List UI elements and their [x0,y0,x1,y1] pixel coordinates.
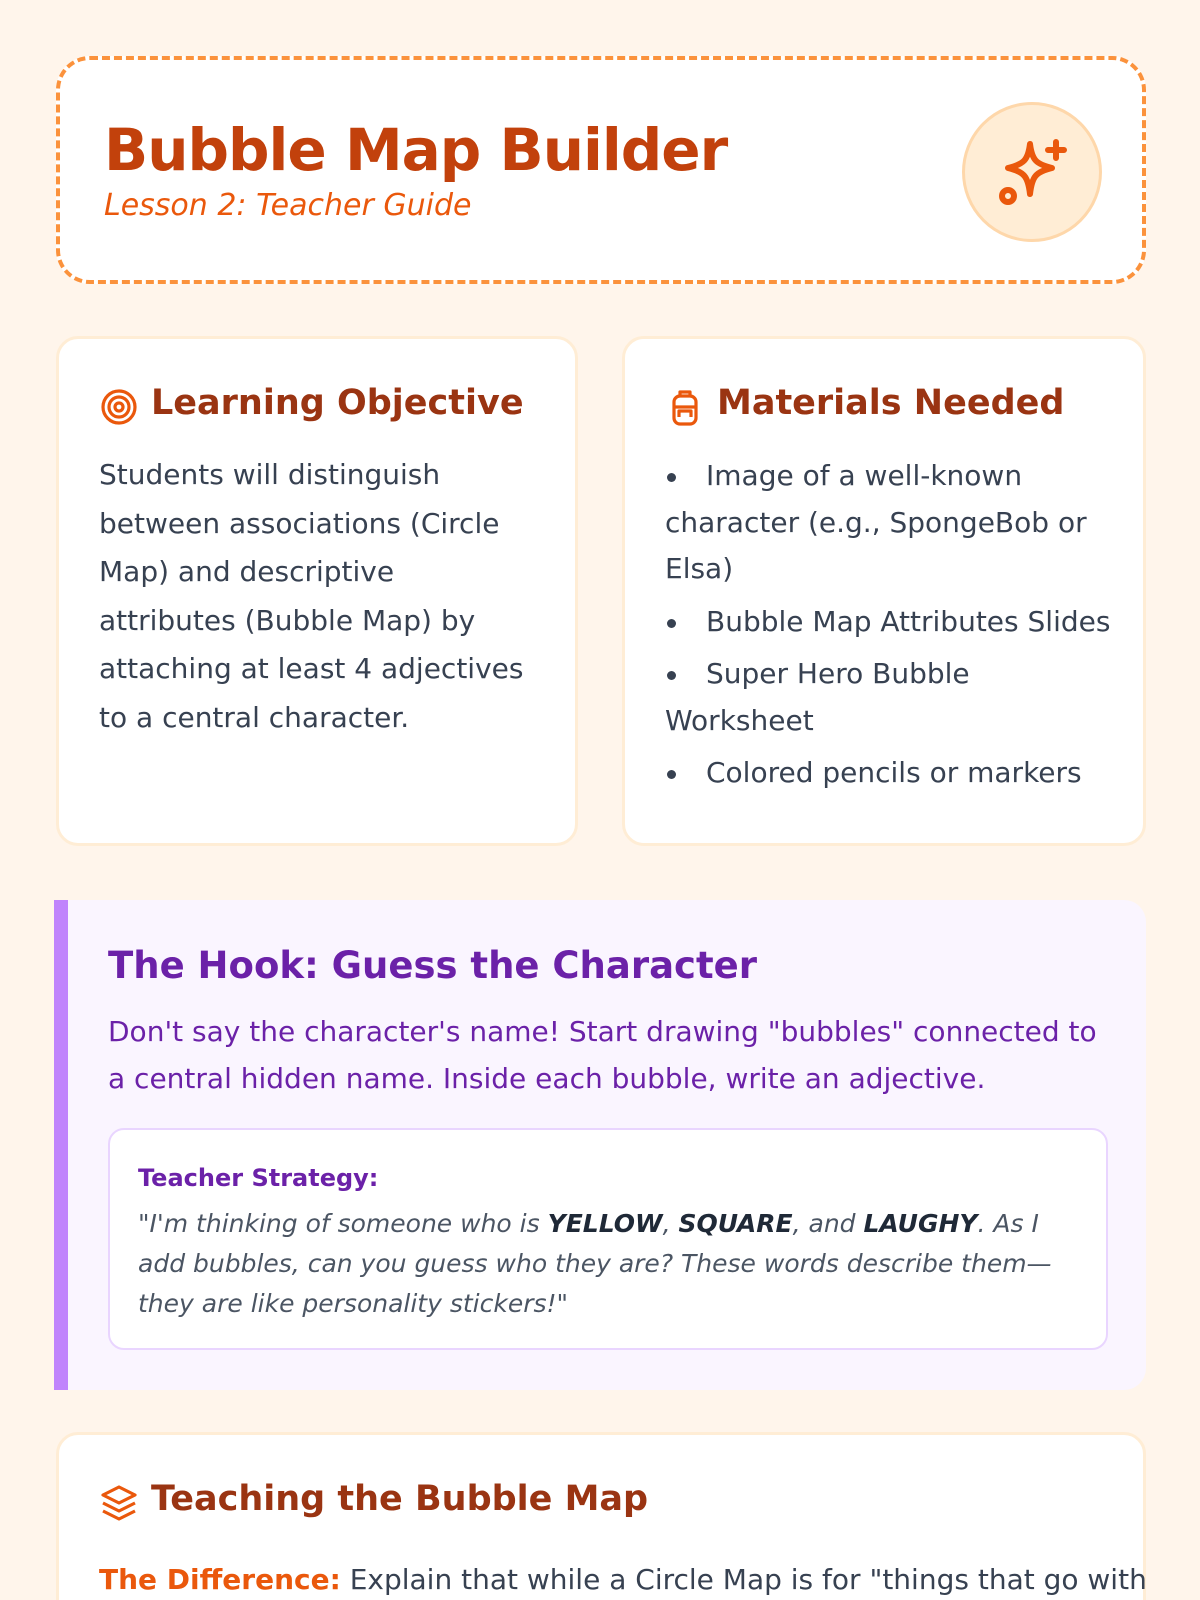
materials-card [622,336,1146,846]
objective-card [56,336,578,846]
difference-text: Explain that while a Circle Map is for "things that go with [340,1563,1147,1596]
hook-title: The Hook: Guess the Character [108,944,758,987]
sparkles-icon [992,132,1072,212]
quote-text: . As I add bubbles, can you guess who they are? These words describe them—they are like personality stickers!" [138,1209,1052,1318]
materials-list [665,453,1125,803]
hook-section [54,900,1146,1390]
quote-keyword: SQUARE [678,1209,793,1238]
materials-item: Image of a well-known character (e.g., SpongeBob or Elsa) [665,453,1125,593]
page-title: Bubble Map Builder [104,116,728,184]
teaching-text [99,1557,1147,1600]
quote-text: "I'm thinking of someone who is [138,1209,548,1238]
objective-title: Learning Objective [151,383,524,423]
strategy-quote [138,1204,1088,1324]
materials-item: Colored pencils or markers [665,750,1125,797]
teaching-title: Teaching the Bubble Map [151,1479,649,1519]
header-banner [56,56,1146,284]
teaching-card [56,1432,1146,1600]
backpack-icon [665,387,705,427]
teacher-strategy-box [108,1128,1108,1350]
quote-keyword: LAUGHY [863,1209,978,1238]
quote-text: , [662,1209,679,1238]
quote-keyword: YELLOW [547,1209,663,1238]
quote-text: , and [792,1209,864,1238]
objective-text: Students will distinguish between associations (Circle Map) and descriptive attributes (Bubble Map) by attaching at least 4 adjectives to a central character. [99,458,524,734]
strategy-label: Teacher Strategy: [138,1164,379,1192]
materials-item: Bubble Map Attributes Slides [665,599,1125,646]
materials-item: Super Hero Bubble Worksheet [665,651,1125,744]
target-icon [99,387,139,427]
header-badge [962,102,1102,242]
page-subtitle: Lesson 2: Teacher Guide [104,188,472,223]
hook-text: Don't say the character's name! Start drawing "bubbles" connected to a central hidden name. Inside each bubble, write an adjective. [108,1015,1097,1095]
materials-title: Materials Needed [717,383,1065,423]
layers-icon [99,1483,139,1523]
difference-label: The Difference: [99,1563,341,1596]
